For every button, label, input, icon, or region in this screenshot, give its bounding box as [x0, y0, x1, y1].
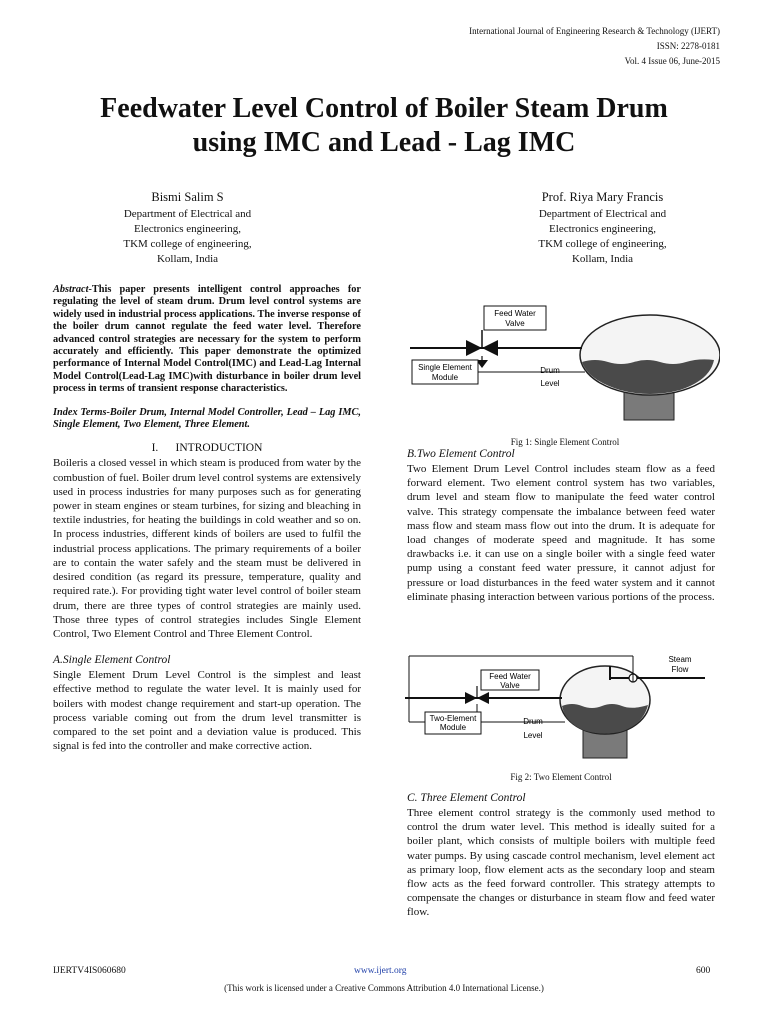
footer-license: (This work is licensed under a Creative Commons Attribution 4.0 International License.): [224, 983, 544, 993]
drum-water: [582, 359, 714, 394]
abstract-text: This paper presents intelligent control approaches for regulating the level of steam drum. Drum level control systems are widely used in industrial process applications. The inverse response of the boiler drum cannot regulate the feed water level. Therefore advanced control strategies are necessary for the system to perform accurately and efficiently. This paper demonstrate the optimized performance of Internal Model Control(IMC) and Lead-Lag Internal Model Control(Lead-Lag IMC)with disturbance in boiler drum level process in terms of transient response characteristics.: [53, 284, 361, 395]
author-affiliation: Electronics engineering,: [549, 223, 656, 235]
journal-volume: Vol. 4 Issue 06, June-2015: [624, 56, 720, 66]
drum-label: Drum: [540, 366, 560, 375]
author-affiliation: Kollam, India: [571, 253, 634, 265]
title-line-1: Feedwater Level Control of Boiler Steam Drum: [100, 93, 668, 124]
figure-1-caption: Fig 1: Single Element Control: [510, 437, 620, 447]
feed-water-valve-label-2: Valve: [500, 681, 520, 690]
level-label: Level: [523, 731, 543, 740]
module-label-2: Module: [439, 723, 467, 732]
journal-header: [469, 24, 720, 69]
right-column-top: [407, 447, 715, 604]
introduction-text: Boileris a closed vessel in which steam is produced from water by the combustion of fuel. Boiler drum level control systems are extensively used in process industries for many purposes such as for generating power in steam engines or steam turbines, for sizing and bleaching in textile industries, for heating the buildings in cold weather and so on. In process industries, different kinds of boilers are used to fulfil the industrial process applications. The primary requirements of a boiler are to contain the water safely and the steam must be delivered in desired condition (as regard its pressure, temperature, quality and required rate.). For providing tight water level control of boiler steam drum, there are three types of control strategies are mainly used. Those three types of control strategies includes Single Element Control, Two Element Control and Three Element Control.: [53, 457, 361, 640]
author-block-2: [490, 190, 715, 267]
journal-issn: ISSN: 2278-0181: [656, 41, 720, 51]
feed-water-valve-icon: [466, 340, 482, 356]
module-label-1: Two-Element: [429, 714, 477, 723]
author-affiliation: Department of Electrical and: [123, 208, 252, 220]
author-affiliation: Department of Electrical and: [538, 208, 667, 220]
right-column-bottom: [407, 791, 715, 920]
footer-page-number: 600: [696, 966, 711, 976]
feed-water-valve-label-1: Feed Water: [489, 672, 531, 681]
left-column: [53, 284, 361, 753]
abstract-label: Abstract-: [53, 284, 92, 295]
module-label-1: Single Element: [418, 363, 472, 372]
author-affiliation: TKM college of engineering,: [123, 238, 252, 250]
author-name: Bismi Salim S: [151, 190, 224, 204]
level-label: Level: [540, 379, 560, 388]
abstract: [53, 284, 361, 396]
three-element-text: Three element control strategy is the commonly used method to control the drum water level. This method is ideally suited for a boiler plant, which consists of multiple boilers with multiple feed water pumps. By using cascade control mechanism, level element act as primary loop, flow element acts as the secondary loop and steam flow acts as the feed forward controller. This strategy attempts to compensate the changes or disturbance in steam flow and feed water flow.: [407, 807, 715, 919]
paper-title: [30, 92, 738, 160]
feed-water-valve-label-2: Valve: [505, 319, 525, 328]
module-label-2: Module: [431, 373, 459, 382]
footer-url-link[interactable]: www.ijert.org: [354, 966, 407, 976]
figure-1-single-element-control: [410, 300, 720, 430]
author-affiliation: Kollam, India: [156, 253, 219, 265]
author-block-1: [80, 190, 295, 267]
author-name: Prof. Riya Mary Francis: [541, 190, 664, 204]
feed-water-valve-label-1: Feed Water: [494, 309, 536, 318]
footer-paper-id: IJERTV4IS060680: [53, 966, 126, 976]
drum-label: Drum: [523, 717, 543, 726]
author-affiliation: Electronics engineering,: [134, 223, 241, 235]
two-element-text: Two Element Drum Level Control includes steam flow as a feed forward element. Two element control system has two variables, drum level and steam flow to manipulate the feed water control valve. This strategy compensate the imbalance between feed water mass flow and steam mass flow out into the drum. It is adequate for load changes of moderate speed and magnitude. It has some drawbacks i.e. it can use on a single boiler with a single feed water pump using a constant feed water pressure, it cannot adjust for pressure or load disturbances in the feed water system and it cannot eliminate phasing interaction between various portions of the process.: [407, 463, 715, 603]
author-affiliation: TKM college of engineering,: [538, 238, 667, 250]
index-terms: Index Terms-Boiler Drum, Internal Model Controller, Lead – Lag IMC, Single Element, Two Element, Three Element.: [53, 406, 361, 431]
three-element-heading: C. Three Element Control: [407, 792, 526, 804]
journal-name: International Journal of Engineering Research & Technology (IJERT): [469, 26, 720, 36]
steam-flow-label-2: Flow: [671, 665, 689, 674]
figure-2-two-element-control: [405, 650, 715, 765]
steam-flow-label-1: Steam: [668, 655, 692, 664]
introduction-heading: I. INTRODUCTION: [151, 442, 263, 455]
drum-water: [562, 704, 648, 734]
title-line-2: using IMC and Lead - Lag IMC: [192, 127, 576, 158]
single-element-heading: A.Single Element Control: [53, 654, 171, 667]
figure-2-caption: Fig 2: Two Element Control: [510, 772, 612, 782]
single-element-text: Single Element Drum Level Control is the simplest and least effective method to regulate the water level. It is mainly used for boilers with modest change requirement and start-up operation. The process variable coming out from the drum level transmitter is compared to the set point and a deviation value is produced. This signal is fed into the controller and make corrective action.: [53, 669, 361, 753]
feed-water-valve-icon: [465, 692, 477, 704]
footer-url-wrap: [354, 966, 407, 976]
two-element-heading: B.Two Element Control: [407, 448, 515, 460]
